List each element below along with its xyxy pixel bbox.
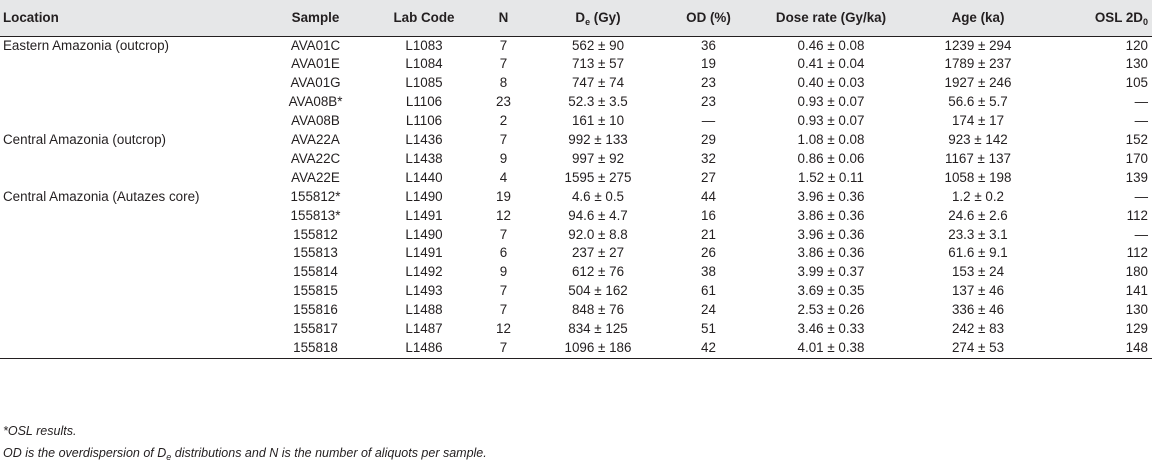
cell-location (0, 226, 259, 245)
cell-age: 23.3 ± 3.1 (948, 226, 1008, 242)
cell-de: 848 ± 76 (571, 302, 625, 318)
table-row (0, 301, 1152, 320)
cell-od: 26 (701, 245, 716, 261)
cell-sample: 155814 (293, 264, 338, 280)
cell-dose-rate: 3.69 ± 0.35 (797, 283, 865, 299)
cell-de: 237 ± 27 (571, 245, 625, 261)
header-de (531, 0, 665, 36)
cell-sample: AVA22A (291, 132, 340, 148)
cell-dose-rate: 1.08 ± 0.08 (797, 132, 865, 148)
cell-lab-code: L1438 (405, 150, 443, 166)
cell-dose-rate: 3.96 ± 0.36 (797, 226, 865, 242)
table-row (0, 74, 1152, 93)
cell-age: 174 ± 17 (951, 113, 1005, 129)
cell-dose-rate: 0.93 ± 0.07 (797, 113, 865, 129)
cell-de: 562 ± 90 (571, 37, 625, 53)
cell-age: 61.6 ± 9.1 (948, 245, 1008, 261)
cell-location: Central Amazonia (outcrop) (3, 132, 166, 148)
footnote-osl: *OSL results. (3, 424, 77, 438)
cell-lab-code: L1106 (405, 113, 443, 129)
cell-osl-2d0: — (1134, 188, 1148, 204)
cell-lab-code: L1490 (405, 226, 443, 242)
header-location: Location (0, 0, 259, 36)
cell-de: 52.3 ± 3.5 (568, 94, 628, 110)
cell-sample: AVA08B (291, 113, 340, 129)
cell-n: 7 (499, 37, 508, 53)
cell-age: 242 ± 83 (951, 321, 1005, 337)
cell-sample: AVA01G (290, 75, 341, 91)
cell-sample: 155816 (293, 302, 338, 318)
cell-lab-code: L1436 (405, 132, 443, 148)
footnote-od-text-b: distributions and N is the number of aliquots per sample. (171, 446, 487, 460)
cell-osl-2d0: 129 (1125, 321, 1148, 337)
cell-od: — (701, 113, 716, 129)
cell-od: 21 (701, 226, 716, 242)
cell-osl-2d0: 112 (1126, 245, 1148, 261)
cell-age: 1.2 ± 0.2 (951, 188, 1005, 204)
cell-sample: 155812 (293, 226, 338, 242)
cell-lab-code: L1491 (405, 245, 443, 261)
cell-location (0, 112, 259, 131)
header-de-symbol: D (575, 10, 586, 26)
cell-sample: AVA01E (291, 56, 340, 72)
cell-n: 8 (499, 75, 508, 91)
cell-osl-2d0: 141 (1125, 283, 1148, 299)
cell-n: 12 (496, 207, 511, 223)
cell-n: 12 (496, 321, 511, 337)
table-row (0, 150, 1152, 169)
cell-age: 1167 ± 137 (945, 150, 1011, 166)
cell-location: Central Amazonia (Autazes core) (3, 188, 200, 204)
cell-dose-rate: 0.40 ± 0.03 (797, 75, 865, 91)
cell-n: 7 (499, 283, 508, 299)
cell-lab-code: L1084 (405, 56, 443, 72)
cell-osl-2d0: — (1134, 94, 1148, 110)
cell-n: 19 (496, 188, 511, 204)
cell-osl-2d0: 152 (1125, 132, 1148, 148)
cell-od: 23 (701, 94, 716, 110)
cell-n: 6 (499, 245, 508, 261)
cell-age: 274 ± 53 (910, 339, 1046, 358)
cell-de: 92.0 ± 8.8 (568, 226, 628, 242)
cell-location (0, 282, 259, 301)
cell-n: 23 (496, 94, 511, 110)
cell-age: 1239 ± 294 (944, 37, 1012, 53)
cell-lab-code: L1490 (405, 188, 443, 204)
cell-de: 4.6 ± 0.5 (571, 188, 625, 204)
header-n: N (476, 0, 531, 36)
cell-age: 24.6 ± 2.6 (948, 207, 1008, 223)
cell-location (0, 244, 259, 263)
cell-dose-rate: 0.46 ± 0.08 (797, 37, 865, 53)
cell-location (0, 150, 259, 169)
cell-de: 1096 ± 186 (531, 339, 665, 358)
footnote-od-subscript: e (166, 452, 172, 462)
cell-osl-2d0: 180 (1125, 264, 1148, 280)
cell-dose-rate: 3.96 ± 0.36 (797, 188, 865, 204)
cell-n: 7 (499, 132, 508, 148)
header-de-subscript: e (585, 17, 591, 28)
header-od: OD (%) (665, 0, 752, 36)
table-body (0, 36, 1152, 358)
header-osl-main: OSL 2D (1094, 10, 1143, 26)
table-row (0, 282, 1152, 301)
cell-location (0, 339, 259, 358)
cell-location (0, 320, 259, 339)
cell-sample: 155818 (259, 339, 372, 358)
cell-dose-rate: 0.93 ± 0.07 (797, 94, 865, 110)
cell-sample: 155813* (290, 207, 341, 223)
cell-osl-2d0: 170 (1125, 150, 1148, 166)
cell-age: 137 ± 46 (951, 283, 1005, 299)
header-de-unit: (Gy) (590, 10, 621, 26)
cell-de: 1595 ± 275 (564, 169, 632, 185)
cell-lab-code: L1486 (372, 339, 476, 358)
cell-od: 23 (701, 75, 716, 91)
cell-n: 9 (499, 150, 508, 166)
cell-dose-rate: 2.53 ± 0.26 (797, 302, 865, 318)
table-row (0, 112, 1152, 131)
cell-de: 713 ± 57 (571, 56, 625, 72)
cell-od: 51 (701, 321, 716, 337)
cell-age: 1927 ± 246 (944, 75, 1012, 91)
header-row (0, 0, 1152, 36)
cell-age: 1058 ± 198 (944, 169, 1012, 185)
cell-sample: 155817 (293, 321, 338, 337)
cell-lab-code: L1492 (405, 264, 443, 280)
cell-lab-code: L1106 (405, 94, 443, 110)
cell-n: 9 (499, 264, 508, 280)
cell-sample: AVA22E (291, 169, 340, 185)
cell-age: 336 ± 46 (951, 302, 1005, 318)
cell-od: 36 (701, 37, 716, 53)
cell-de: 94.6 ± 4.7 (568, 207, 628, 223)
cell-de: 612 ± 76 (571, 264, 625, 280)
table-row (0, 93, 1152, 112)
cell-location (0, 55, 259, 74)
cell-sample: 155815 (293, 283, 338, 299)
cell-od: 29 (701, 132, 716, 148)
cell-osl-2d0: — (1134, 226, 1148, 242)
cell-osl-2d0: 120 (1125, 37, 1148, 53)
cell-dose-rate: 3.46 ± 0.33 (797, 321, 865, 337)
header-age: Age (ka) (910, 0, 1046, 36)
cell-dose-rate: 4.01 ± 0.38 (752, 339, 910, 358)
cell-n: 7 (499, 226, 508, 242)
cell-od: 27 (701, 169, 716, 185)
cell-od: 61 (701, 283, 716, 299)
cell-de: 747 ± 74 (571, 75, 625, 91)
header-lab-code: Lab Code (372, 0, 476, 36)
cell-n: 2 (499, 113, 508, 129)
cell-n: 7 (499, 56, 508, 72)
cell-lab-code: L1488 (405, 302, 443, 318)
header-osl-2d0 (1046, 0, 1152, 36)
cell-age: 923 ± 142 (948, 132, 1008, 148)
table-footnotes (3, 420, 487, 464)
footnote-od-text-a: OD is the overdispersion of D (3, 446, 167, 460)
table-row (0, 169, 1152, 188)
table-row (0, 55, 1152, 74)
cell-od: 38 (701, 264, 716, 280)
cell-od: 44 (701, 188, 716, 204)
cell-od: 42 (665, 339, 752, 358)
cell-location (0, 74, 259, 93)
header-dose-rate: Dose rate (Gy/ka) (752, 0, 910, 36)
cell-osl-2d0: 105 (1125, 75, 1148, 91)
cell-age: 56.6 ± 5.7 (948, 94, 1008, 110)
cell-dose-rate: 3.86 ± 0.36 (797, 207, 865, 223)
header-sample: Sample (259, 0, 372, 36)
cell-location (0, 301, 259, 320)
cell-location (0, 169, 259, 188)
cell-od: 24 (701, 302, 716, 318)
cell-n: 7 (499, 302, 508, 318)
cell-osl-2d0: 148 (1046, 339, 1152, 358)
cell-n: 4 (499, 169, 508, 185)
cell-de: 504 ± 162 (568, 283, 628, 299)
cell-n: 7 (476, 339, 531, 358)
cell-sample: AVA08B* (288, 94, 343, 110)
cell-location (0, 263, 259, 282)
cell-osl-2d0: 130 (1125, 302, 1148, 318)
cell-location (0, 93, 259, 112)
cell-lab-code: L1083 (405, 37, 443, 53)
table-row (0, 188, 1152, 207)
cell-osl-2d0: 130 (1125, 56, 1148, 72)
cell-de: 997 ± 92 (571, 150, 625, 166)
cell-dose-rate: 1.52 ± 0.11 (798, 169, 864, 185)
table-row (0, 36, 1152, 55)
cell-location: Eastern Amazonia (outcrop) (3, 37, 169, 53)
table-row (0, 207, 1152, 226)
cell-de: 992 ± 133 (568, 132, 628, 148)
cell-dose-rate: 3.86 ± 0.36 (797, 245, 865, 261)
cell-location (0, 207, 259, 226)
cell-dose-rate: 0.41 ± 0.04 (797, 56, 865, 72)
table-row (0, 320, 1152, 339)
cell-od: 16 (701, 207, 716, 223)
cell-od: 19 (701, 56, 716, 72)
cell-osl-2d0: 112 (1126, 207, 1148, 223)
cell-lab-code: L1440 (405, 169, 443, 185)
cell-de: 161 ± 10 (571, 113, 625, 129)
cell-dose-rate: 3.99 ± 0.37 (797, 264, 865, 280)
cell-sample: 155812* (290, 188, 341, 204)
table-row (0, 226, 1152, 245)
cell-sample: AVA01C (290, 37, 341, 53)
table-row (0, 339, 1152, 358)
cell-osl-2d0: — (1134, 113, 1148, 129)
cell-sample: 155813 (293, 245, 338, 261)
cell-lab-code: L1491 (405, 207, 443, 223)
header-osl-subscript: 0 (1142, 17, 1148, 28)
cell-lab-code: L1085 (405, 75, 443, 91)
table-row (0, 244, 1152, 263)
cell-lab-code: L1493 (405, 283, 443, 299)
table-row (0, 131, 1152, 150)
cell-dose-rate: 0.86 ± 0.06 (797, 150, 865, 166)
cell-age: 1789 ± 237 (944, 56, 1012, 72)
table-row (0, 263, 1152, 282)
cell-de: 834 ± 125 (568, 321, 628, 337)
cell-age: 153 ± 24 (951, 264, 1005, 280)
cell-osl-2d0: 139 (1125, 169, 1148, 185)
cell-od: 32 (701, 150, 716, 166)
cell-lab-code: L1487 (405, 321, 443, 337)
footnote-od (3, 442, 487, 464)
cell-sample: AVA22C (290, 150, 341, 166)
